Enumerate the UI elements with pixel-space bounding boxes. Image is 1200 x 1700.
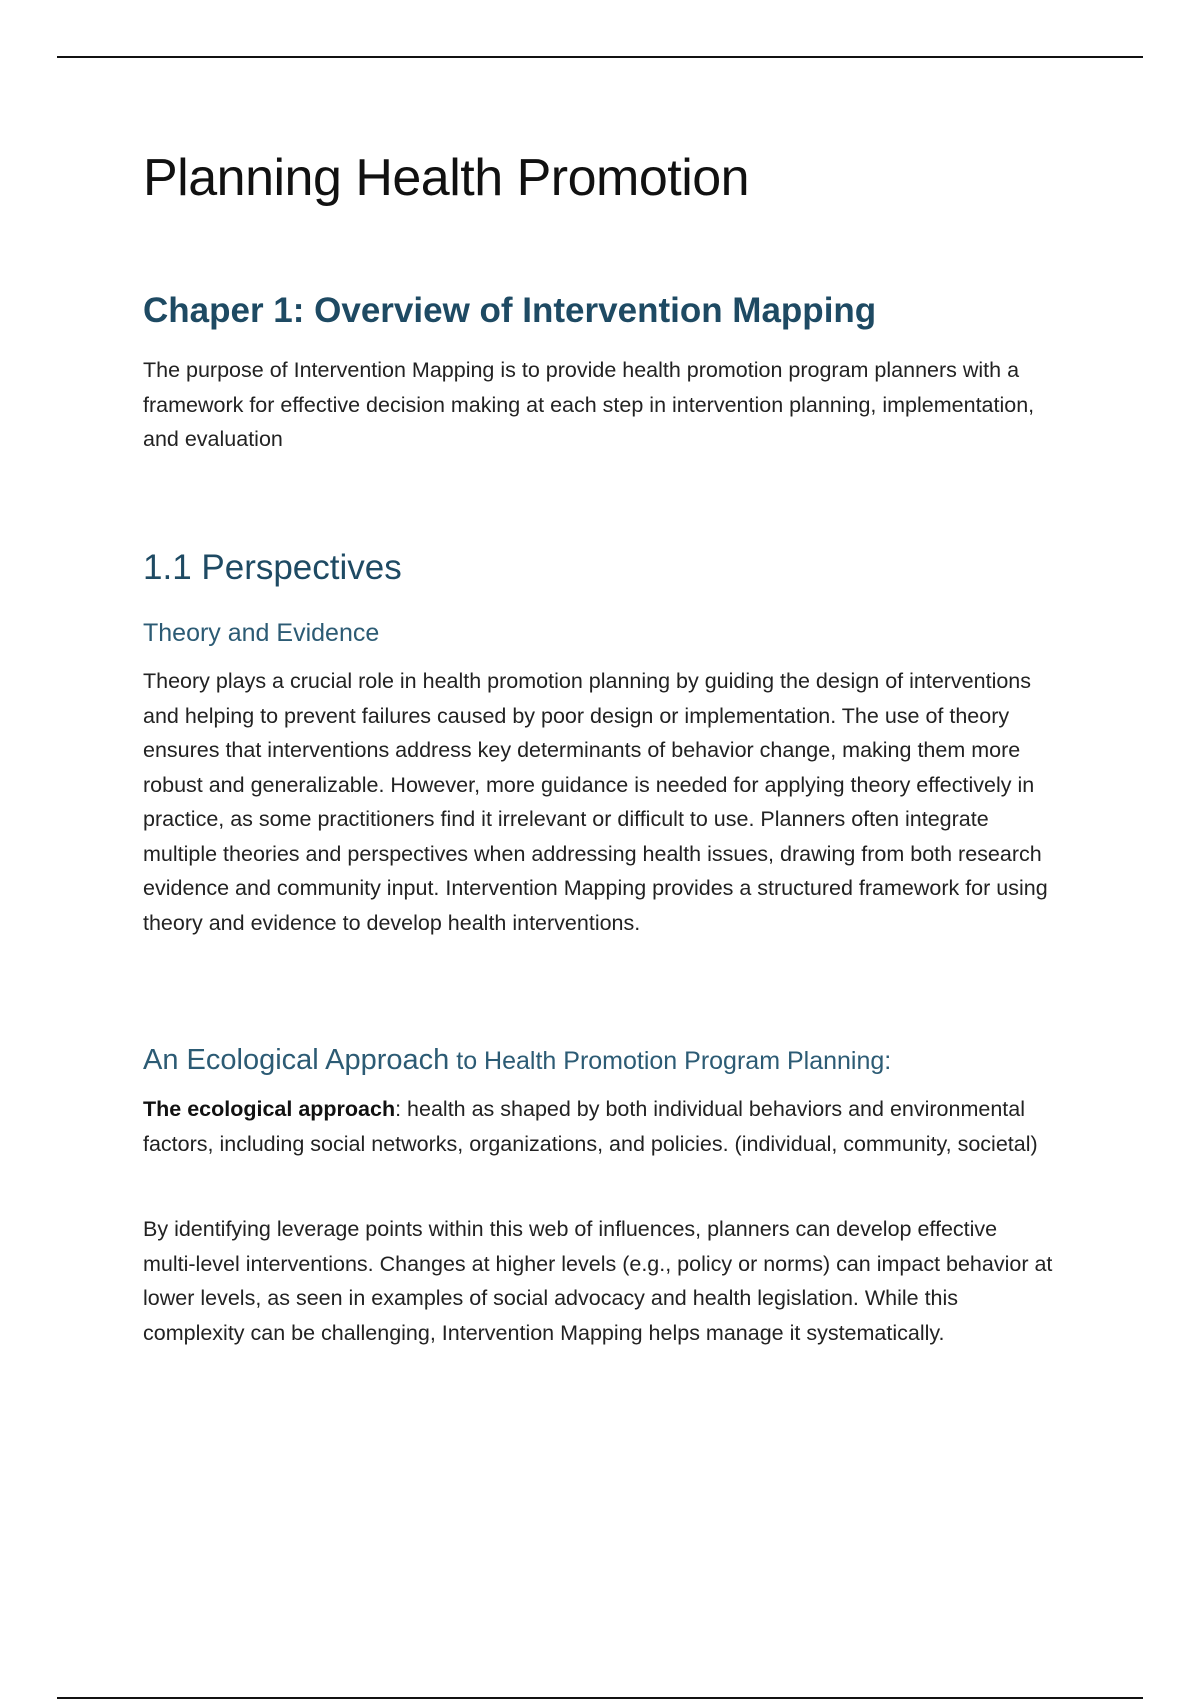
theory-evidence-paragraph: Theory plays a crucial role in health promotion planning by guiding the design of interventions and helping to prevent failures caused by poor design or implementation. The use of theory ensures that interventions address key determinants of behavior change, making them more robust and generalizable. However, more guidance is needed for applying theory effectively in practice, as some practitioners find it irrelevant or difficult to use. Planners often integrate multiple theories and perspectives when addressing health issues, drawing from both research evidence and community input. Intervention Mapping provides a structured framework for using theory and evidence to develop health interventions. bbox=[143, 669, 1048, 935]
chapter-title: Chaper 1: Overview of Intervention Mapping bbox=[143, 291, 877, 330]
theory-evidence-heading: Theory and Evidence bbox=[143, 619, 380, 647]
ecological-term: The ecological approach bbox=[143, 1097, 396, 1121]
footer-rule bbox=[57, 1697, 1143, 1699]
section-title: 1.1 Perspectives bbox=[143, 548, 402, 587]
ecological-definition-paragraph bbox=[143, 1092, 1053, 1161]
header-rule bbox=[57, 56, 1143, 58]
ecological-heading-part1: An Ecological Approach bbox=[143, 1044, 450, 1076]
chapter-intro-paragraph: The purpose of Intervention Mapping is to provide health promotion program planners with a framework for effective decision making at each step in intervention planning, implementation, and evaluation bbox=[143, 358, 1035, 451]
ecological-definition: : health as shaped by both individual behaviors and environmental factors, including social networks, organizations, and policies. (individual, community, societal) bbox=[143, 1097, 1038, 1156]
document-title: Planning Health Promotion bbox=[143, 149, 750, 207]
ecological-heading-part2: to Health Promotion Program Planning: bbox=[449, 1047, 892, 1075]
ecological-approach-heading bbox=[143, 1044, 891, 1077]
ecological-body-paragraph: By identifying leverage points within this web of influences, planners can develop effective multi-level interventions. Changes at higher levels (e.g., policy or norms) can impact behavior at lower levels, as seen in examples of social advocacy and health legislation. While this complexity can be challenging, Intervention Mapping helps manage it systematically. bbox=[143, 1217, 1053, 1345]
